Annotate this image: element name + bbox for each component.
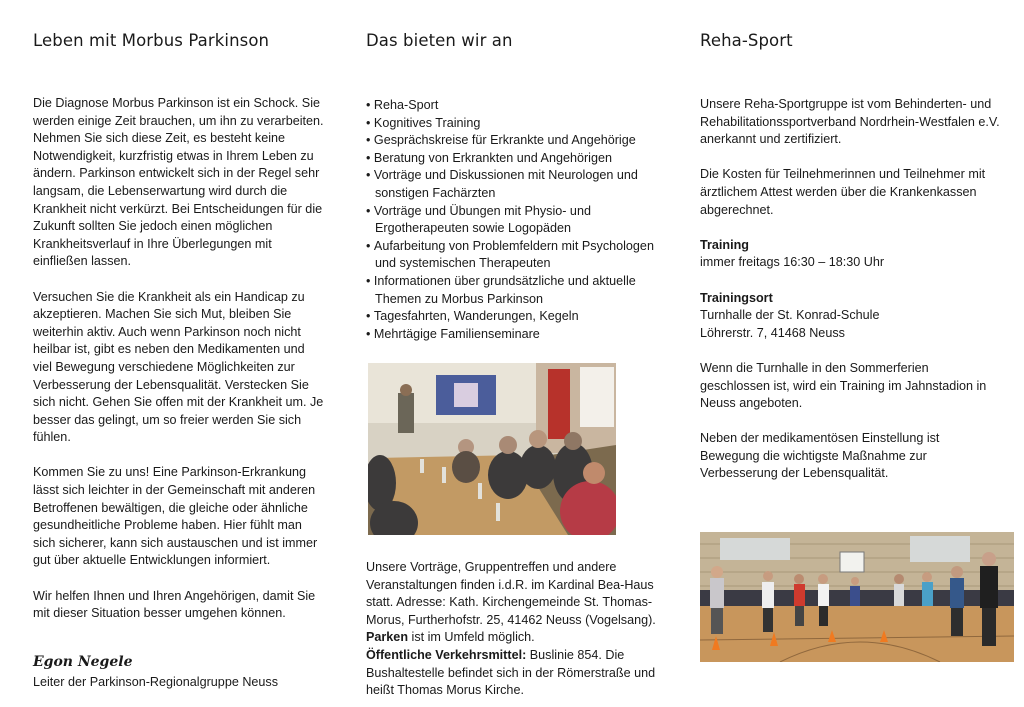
lecture-photo-graphic — [368, 363, 616, 535]
lecture-photo — [368, 363, 616, 535]
signature-block — [33, 652, 325, 692]
rehasport-text — [700, 96, 1000, 483]
heading-leben: Leben mit Morbus Parkinson — [33, 31, 270, 50]
offer-item: • Tagesfahrten, Wanderungen, Kegeln — [366, 308, 662, 326]
gym-photo — [700, 532, 1014, 662]
paragraph-kommen: Kommen Sie zu uns! Eine Parkinson-Erkrankung lässt sich leichter in der Gemeinschaft mit anderen Betroffenen bewältigen, die gleiche oder ähnliche gesundheitliche Probleme haben. Hier fühlt man sich sicherer, kann sich austauschen und ist immer gut über aktuelle Entwicklungen informiert. — [33, 465, 318, 568]
paragraph-anerkannt: Unsere Reha-Sportgruppe ist vom Behinderten- und Rehabilitationssportverband Nordrhein-Westfalen e.V. anerkannt und zertifiziert. — [700, 97, 1000, 147]
transit-text: Buslinie 854. Die Bushaltestelle befindet sich in der Römerstraße und heißt Thomas Morus Kirche. — [366, 647, 656, 698]
paragraph-kosten: Die Kosten für Teilnehmerinnen und Teilnehmer mit ärztlichem Attest werden über die Krankenkassen abgerechnet. — [700, 167, 986, 217]
offer-list — [366, 97, 662, 343]
transit-paragraph — [366, 647, 662, 700]
gym-photo-graphic — [700, 532, 1014, 662]
signature-role: Leiter der Parkinson-Regionalgruppe Neuss — [33, 675, 279, 689]
offer-item: • Mehrtägige Familienseminare — [366, 326, 662, 344]
paragraph-bewegung: Neben der medikamentösen Einstellung ist Bewegung die wichtigste Maßnahme zur Verbesserung der Lebensqualität. — [700, 431, 940, 481]
location-label: Trainingsort — [700, 290, 773, 305]
paragraph-helfen: Wir helfen Ihnen und Ihren Angehörigen, damit Sie mit dieser Situation besser umgehen können. — [33, 588, 316, 621]
location-line2: Löhrerstr. 7, 41468 Neuss — [700, 325, 845, 340]
offer-item: • Informationen über grundsätzliche und aktuelle Themen zu Morbus Parkinson — [366, 273, 662, 308]
offer-item: • Beratung von Erkrankten und Angehörigen — [366, 150, 662, 168]
heading-rehasport: Reha-Sport — [700, 31, 793, 50]
offer-item: • Vorträge und Diskussionen mit Neurologen und sonstigen Fachärzten — [366, 167, 662, 202]
paragraph-akzeptieren: Versuchen Sie die Krankheit als ein Handicap zu akzeptieren. Machen Sie sich Mut, bleiben Sie weiterhin aktiv. Auch wenn Parkinson noch nicht heilbar ist, gibt es neben den Medikamenten und viel Bewegung verschiedene Möglichkeiten zur Verbesserung der Lebensqualität. Verstecken Sie sich nicht. Gehen Sie offen mit der Krankheit um. Je besser das gelingt, um so freier werden Sie sich fühlen. — [33, 289, 324, 445]
parking-label: Parken — [366, 630, 409, 645]
paragraph-diagnose: Die Diagnose Morbus Parkinson ist ein Schock. Sie werden einige Zeit brauchen, um ihn zu verarbeiten. Nehmen Sie sich diese Zeit, es besteht keine Notwendigkeit, kurzfristig etwas in Ihrem Leben zu ändern. Parkinson entwickelt sich in der Regel sehr langsam, die Lebenserwartung wird durch die Krankheit nicht verkürzt. Bei Entscheidungen für die Zukunft sollten Sie jedoch einen möglichen Krankheitsverlauf in Ihre Überlegungen mit einfließen lassen. — [33, 96, 324, 269]
parking-paragraph — [366, 629, 662, 647]
offer-item: • Vorträge und Übungen mit Physio- und Ergotherapeuten sowie Logopäden — [366, 203, 662, 238]
training-label: Training — [700, 237, 749, 252]
offer-item: • Aufarbeitung von Problemfeldern mit Psychologen und systemischen Therapeuten — [366, 238, 662, 273]
transit-label: Öffentliche Verkehrsmittel: — [366, 647, 527, 662]
venue-text-block — [366, 559, 662, 700]
signature-name: Egon Negele — [33, 654, 133, 670]
training-time: immer freitags 16:30 – 18:30 Uhr — [700, 255, 885, 270]
intro-text — [33, 95, 325, 623]
offer-item: • Gesprächskreise für Erkrankte und Angehörige — [366, 132, 662, 150]
offer-item: • Kognitives Training — [366, 115, 662, 133]
parking-text: ist im Umfeld möglich. — [408, 630, 535, 645]
location-line1: Turnhalle der St. Konrad-Schule — [700, 308, 880, 323]
offer-item: • Reha-Sport — [366, 97, 662, 115]
paragraph-sommerferien: Wenn die Turnhalle in den Sommerferien geschlossen ist, wird ein Training im Jahnstadion in Neuss angeboten. — [700, 360, 987, 411]
venue-paragraph: Unsere Vorträge, Gruppentreffen und andere Veranstaltungen finden i.d.R. im Kardinal Bea-Haus statt. Adresse: Kath. Kirchengemeinde St. Thomas-Morus, Furtherhofstr. 25, 41462 Neuss (Vogelsang). — [366, 560, 656, 627]
heading-angebot: Das bieten wir an — [366, 31, 513, 50]
